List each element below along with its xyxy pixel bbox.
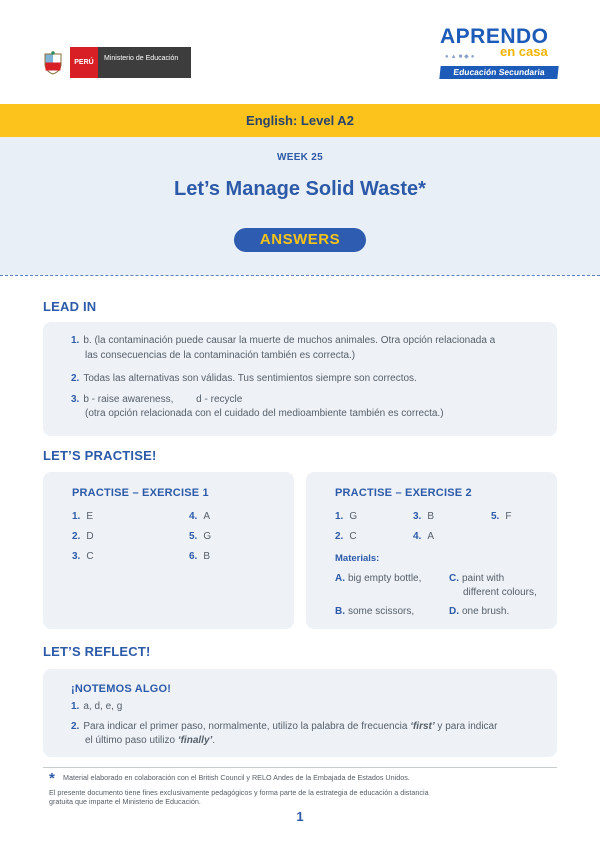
item-text: b - raise awareness, <box>83 394 174 405</box>
ex1-answer-1: 1. E <box>72 511 94 522</box>
item-number: 1. <box>71 701 80 712</box>
reflect-heading: LET’S REFLECT! <box>43 644 151 659</box>
ex1-answer-3: 3. C <box>72 551 94 562</box>
answers-badge: ANSWERS <box>234 228 366 252</box>
lead-in-item-1 <box>71 333 551 348</box>
item-number: 3. <box>71 394 80 405</box>
material-c: C. paint with <box>449 573 505 584</box>
week-label: WEEK 25 <box>276 152 323 163</box>
practise-heading: LET’S PRACTISE! <box>43 448 157 463</box>
footer-line-1: El presente documento tiene fines exclusivamente pedagógicos y forma parte de la estrategia de educación a distancia <box>49 788 429 797</box>
lead-in-heading: LEAD IN <box>43 299 97 314</box>
exercise-1-title: PRACTISE – EXERCISE 1 <box>72 487 209 499</box>
item-text: a, d, e, g <box>83 701 123 712</box>
reflect-item-2: 2. Para indicar el primer paso, normalmente, utilizo la palabra de frecuencia ‘first’ y para indicar <box>71 721 498 732</box>
coat-of-arms-icon <box>40 49 66 77</box>
reflect-subheading: ¡NOTEMOS ALGO! <box>71 683 172 695</box>
material-d: D. one brush. <box>449 606 510 617</box>
ex2-answer-3: 3. B <box>413 511 435 522</box>
ministry-label: Ministerio de Educación <box>98 47 191 78</box>
logo-title: APRENDO <box>440 25 549 48</box>
page-title: Let’s Manage Solid Waste* <box>174 178 426 200</box>
page-number: 1 <box>296 809 304 824</box>
lead-in-item-1-cont: las consecuencias de la contaminación también es correcta.) <box>85 350 356 361</box>
ex2-answer-1: 1. G <box>335 511 358 522</box>
ex1-answer-6: 6. B <box>189 551 211 562</box>
ex2-answer-5: 5. F <box>491 511 512 522</box>
footer-divider <box>43 767 557 768</box>
logo-subtitle: en casa <box>500 44 548 59</box>
item-text-b: d - recycle <box>196 394 243 405</box>
item-number: 1. <box>71 335 80 346</box>
course-band: English: Level A2 <box>0 104 600 137</box>
footer-note: Material elaborado en colaboración con el British Council y RELO Andes de la Embajada de Estados Unidos. <box>63 773 410 782</box>
item-text: Todas las alternativas son válidas. Tus sentimientos siempre son correctos. <box>83 373 417 384</box>
page-header <box>0 0 600 104</box>
footer-line-2: gratuita que imparte el Ministerio de Educación. <box>49 797 201 806</box>
material-b: B. some scissors, <box>335 606 415 617</box>
reflect-item-2-cont: el último paso utilizo ‘finally’. <box>85 735 216 746</box>
item-text: b. (la contaminación puede causar la muerte de muchos animales. Otra opción relacionada a <box>83 335 496 346</box>
ex1-answer-2: 2. D <box>72 531 94 542</box>
materials-label: Materials: <box>335 553 380 564</box>
exercise-2-title: PRACTISE – EXERCISE 2 <box>335 487 472 499</box>
ex1-answer-4: 4. A <box>189 511 211 522</box>
keyword-first: ‘first’ <box>410 721 435 732</box>
peru-label: PERÚ <box>70 47 98 78</box>
ex2-answer-4: 4. A <box>413 531 435 542</box>
minedu-logo <box>40 47 191 78</box>
item-number: 2. <box>71 721 80 732</box>
reflect-item-1 <box>71 699 122 714</box>
keyword-finally: ‘finally’ <box>177 735 213 746</box>
material-c-cont: different colours, <box>463 587 537 598</box>
lead-in-item-3 <box>71 392 551 407</box>
lead-in-item-2 <box>71 371 551 386</box>
lead-in-item-3-cont: (otra opción relacionada con el cuidado del medioambiente también es correcta.) <box>85 408 444 419</box>
logo-band: Educación Secundaria <box>439 66 558 79</box>
dashed-divider <box>0 275 600 276</box>
item-number: 2. <box>71 373 80 384</box>
logo-dots-icon: ●▲■◆● <box>445 54 477 60</box>
material-a: A. big empty bottle, <box>335 573 422 584</box>
aprendo-en-casa-logo <box>440 26 558 84</box>
asterisk-icon: * <box>49 770 55 787</box>
ex2-answer-2: 2. C <box>335 531 357 542</box>
ex1-answer-5: 5. G <box>189 531 212 542</box>
